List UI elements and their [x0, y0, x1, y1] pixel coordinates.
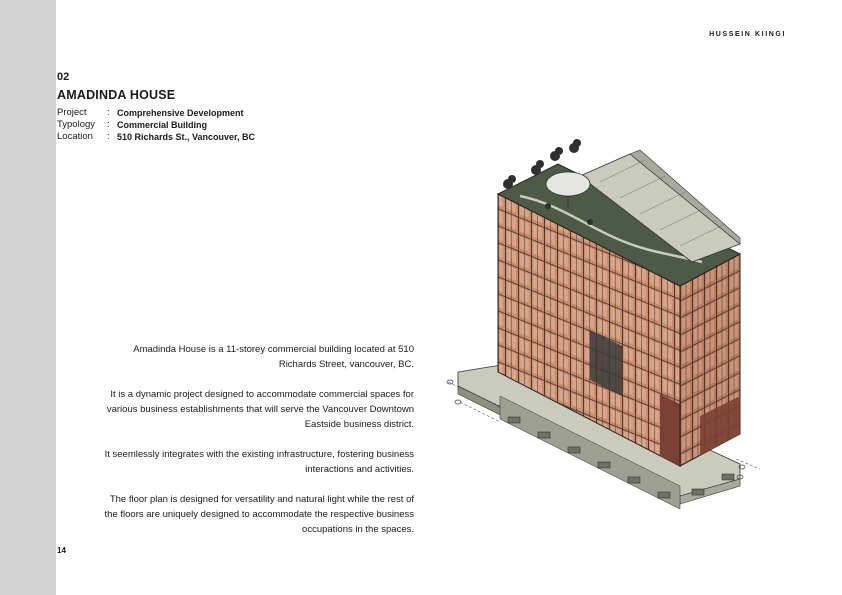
side-margin-band: [0, 0, 56, 595]
description-paragraph: Amadinda House is a 11-storey commercial building located at 510 Richards Street, vancouver, BC.: [133, 344, 414, 370]
page-number: 14: [57, 546, 66, 555]
detail-colon: :: [107, 107, 110, 118]
detail-key: Location: [57, 131, 93, 142]
project-description: [96, 342, 414, 552]
detail-colon: :: [107, 131, 110, 142]
detail-value: Comprehensive Development: [117, 108, 244, 118]
description-paragraph: The floor plan is designed for versatility and natural light while the rest of the floors are uniquely designed to accommodate the respective business occupations in the spaces.: [104, 494, 414, 535]
detail-colon: :: [107, 119, 110, 130]
project-number: 02: [57, 71, 70, 83]
detail-value: Commercial Building: [117, 120, 208, 130]
project-details: [57, 107, 255, 143]
detail-key: Typology: [57, 119, 96, 130]
project-title: AMADINDA HOUSE: [57, 88, 176, 102]
detail-row-project: [57, 107, 255, 119]
description-paragraph: It is a dynamic project designed to accommodate commercial spaces for various business establishments that will serve the Vancouver Downtown Eastside business district.: [106, 389, 414, 430]
detail-row-location: [57, 131, 255, 143]
detail-key: Project: [57, 107, 87, 118]
building-axonometric-drawing: [440, 134, 770, 524]
author-name: HUSSEIN KIINGI: [709, 31, 786, 38]
description-paragraph: It seemlessly integrates with the existing infrastructure, fostering business interactions and activities.: [104, 449, 414, 475]
detail-value: 510 Richards St., Vancouver, BC: [117, 132, 256, 142]
detail-row-typology: [57, 119, 255, 131]
tower-right-facade: [680, 254, 740, 466]
